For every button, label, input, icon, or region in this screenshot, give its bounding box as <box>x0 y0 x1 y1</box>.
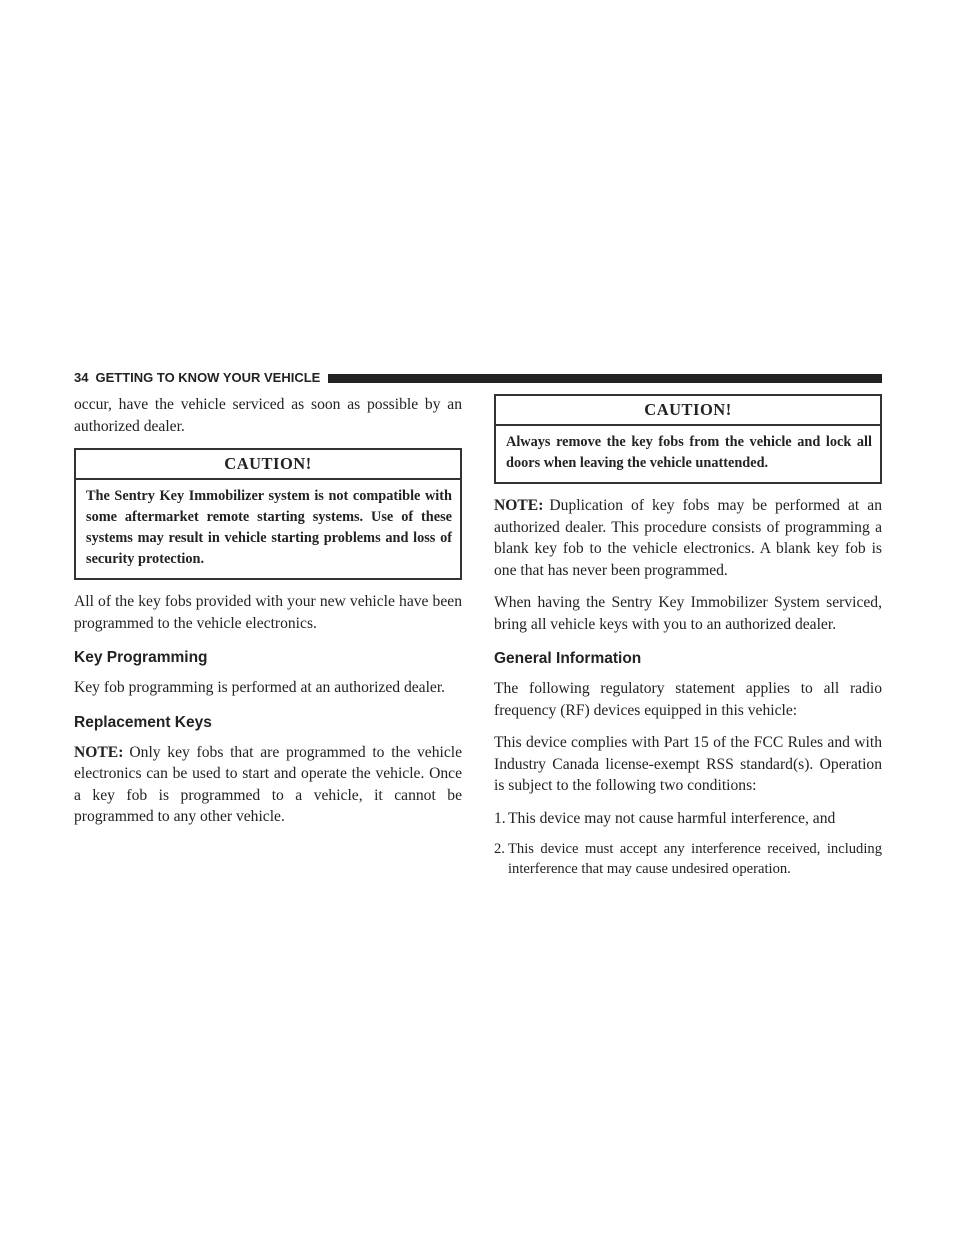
section-title: GETTING TO KNOW YOUR VEHICLE <box>95 370 321 385</box>
list-item-number: 1. <box>494 809 506 827</box>
header-rule <box>328 374 882 383</box>
intro-paragraph: occur, have the vehicle serviced as soon as possible by an authorized dealer. <box>74 396 462 435</box>
list-item <box>494 839 882 879</box>
caution-body: Always remove the key fobs from the vehicle and lock all doors when leaving the vehicle unattended. <box>506 434 872 471</box>
replacement-keys-note <box>74 742 462 828</box>
fcc-paragraph: This device complies with Part 15 of the FCC Rules and with Industry Canada license-exempt RSS standard(s). Operation is subject to the following two conditions: <box>494 734 882 794</box>
duplication-note <box>494 495 882 581</box>
list-item-text: This device may not cause harmful interference, and <box>508 809 836 827</box>
regulatory-paragraph: The following regulatory statement applies to all radio frequency (RF) devices equipped in this vehicle: <box>494 680 882 719</box>
list-item-number: 2. <box>494 841 505 857</box>
note-text: Only key fobs that are programmed to the vehicle electronics can be used to start and operate the vehicle. Once a key fob is programmed to a vehicle, it cannot be programmed to any other vehicle. <box>74 743 462 825</box>
heading-key-programming: Key Programming <box>74 649 208 666</box>
heading-general-information: General Information <box>494 650 642 667</box>
caution-title: CAUTION! <box>496 396 880 426</box>
caution-title: CAUTION! <box>76 450 460 480</box>
right-column <box>494 394 882 889</box>
key-fobs-paragraph: All of the key fobs provided with your new vehicle have been programmed to the vehicle electronics. <box>74 593 462 632</box>
list-item <box>494 808 882 830</box>
list-item-text: This device must accept any interference received, including interference that may cause undesired operation. <box>508 841 882 877</box>
conditions-list <box>494 808 882 880</box>
caution-box-remove-fobs <box>494 394 882 484</box>
page-number: 34 <box>74 370 89 385</box>
servicing-paragraph: When having the Sentry Key Immobilizer System serviced, bring all vehicle keys with you to an authorized dealer. <box>494 594 882 633</box>
key-programming-paragraph: Key fob programming is performed at an authorized dealer. <box>74 679 446 696</box>
caution-box-immobilizer <box>74 448 462 580</box>
left-column <box>74 394 462 839</box>
page-header <box>74 371 882 385</box>
note-label: NOTE: <box>74 743 124 761</box>
note-text: Duplication of key fobs may be performed at an authorized dealer. This procedure consists of programming a blank key fob to the vehicle electronics. A blank key fob is one that has never been programmed. <box>494 497 882 579</box>
heading-replacement-keys: Replacement Keys <box>74 713 212 731</box>
caution-body: The Sentry Key Immobilizer system is not compatible with some aftermarket remote starting systems. Use of these systems may result in vehicle starting problems and loss of security protection. <box>86 488 452 567</box>
note-label: NOTE: <box>494 497 544 514</box>
